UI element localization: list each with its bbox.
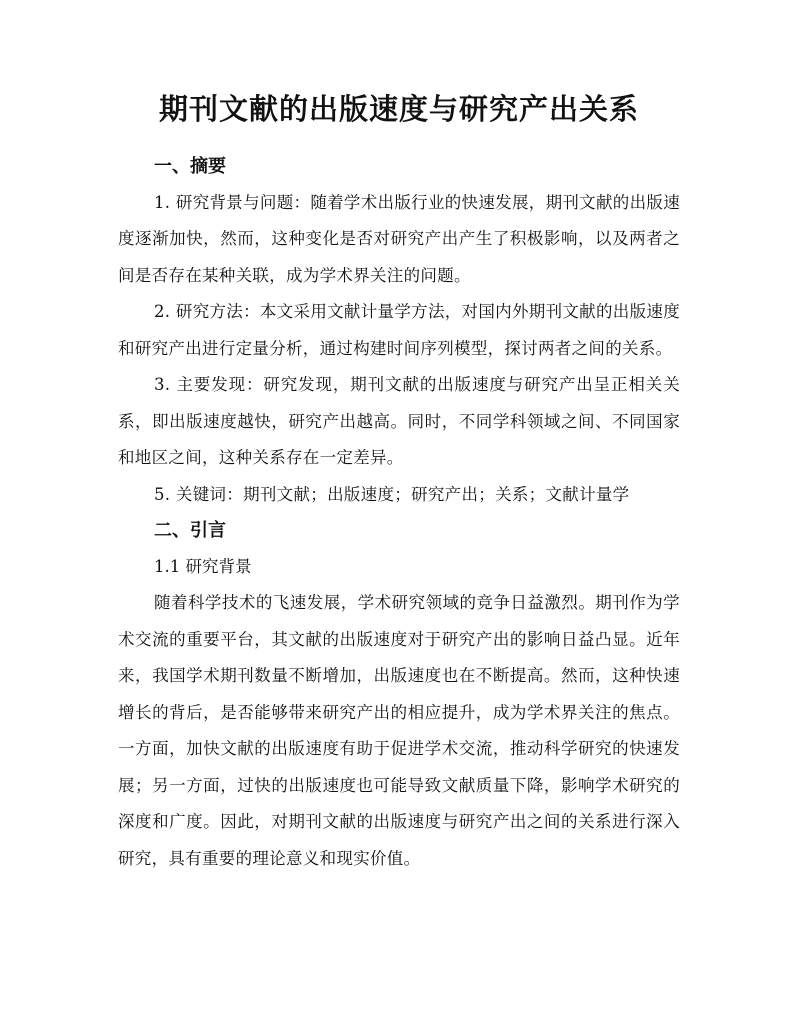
abstract-item-keywords: 5. 关键词：期刊文献；出版速度；研究产出；关系；文献计量学 bbox=[154, 484, 630, 504]
abstract-item-findings: 3. 主要发现：研究发现，期刊文献的出版速度与研究产出呈正相关关系，即出版速度越快，研究产出越高。同时，不同学科领域之间、不同国家和地区之间，这种关系存在一定差异。 bbox=[118, 375, 680, 468]
abstract-item-method: 2. 研究方法：本文采用文献计量学方法，对国内外期刊文献的出版速度和研究产出进行定量分析，通过构建时间序列模型，探讨两者之间的关系。 bbox=[118, 302, 680, 358]
background-paragraph: 随着科学技术的飞速发展，学术研究领域的竞争日益激烈。期刊作为学术交流的重要平台，其文献的出版速度对于研究产出的影响日益凸显。近年来，我国学术期刊数量不断增加，出版速度也在不断提高。然而，这种快速增长的背后，是否能够带来研究产出的相应提升，成为学术界关注的焦点。一方面，加快文献的出版速度有助于促进学术交流，推动科学研究的快速发展；另一方面，过快的出版速度也可能导致文献质量下降，影响学术研究的深度和广度。因此，对期刊文献的出版速度与研究产出之间的关系进行深入研究，具有重要的理论意义和现实价值。 bbox=[118, 593, 680, 868]
abstract-heading: 一、摘要 bbox=[154, 155, 226, 177]
background-heading: 1.1 研究背景 bbox=[154, 557, 252, 577]
intro-heading: 二、引言 bbox=[154, 520, 226, 542]
document-title: 期刊文献的出版速度与研究产出关系 bbox=[158, 92, 639, 126]
abstract-item-background: 1. 研究背景与问题：随着学术出版行业的快速发展，期刊文献的出版速度逐渐加快，然而，这种变化是否对研究产出产生了积极影响，以及两者之间是否存在某种关联，成为学术界关注的问题。 bbox=[118, 192, 680, 285]
